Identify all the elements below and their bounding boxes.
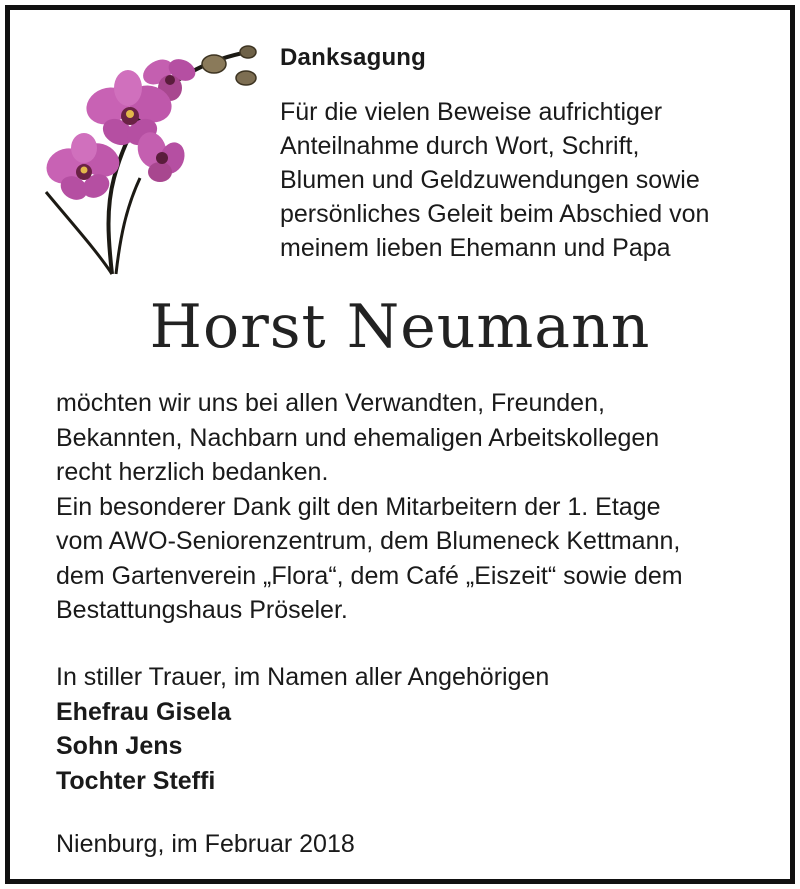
notice-frame <box>5 5 795 884</box>
intro-line: meinem lieben Ehemann und Papa <box>280 234 671 262</box>
mourner-name: Ehefrau Gisela <box>56 697 232 726</box>
intro-line: Für die vielen Beweise aufrichtiger <box>280 98 663 126</box>
body-line: vom AWO-Seniorenzentrum, dem Blumeneck Kettmann, <box>56 527 681 555</box>
orchid-icon <box>36 38 276 278</box>
body-line: recht herzlich bedanken. <box>56 458 329 486</box>
body-line: Ein besonderer Dank gilt den Mitarbeitern der 1. Etage <box>56 492 661 521</box>
deceased-name: Horst Neumann <box>149 292 651 362</box>
body-line: möchten wir uns bei allen Verwandten, Freunden, <box>56 389 605 417</box>
body-line: dem Gartenverein „Flora“, dem Café „Eiszeit“ sowie dem <box>56 561 683 590</box>
body-line: Bestattungshaus Pröseler. <box>56 596 348 624</box>
thanks-body <box>56 386 786 628</box>
closing-block <box>56 660 549 798</box>
intro-line: Anteilnahme durch Wort, Schrift, <box>280 132 640 160</box>
mourner-name: Tochter Steffi <box>56 766 216 795</box>
body-line: Bekannten, Nachbarn und ehemaligen Arbeitskollegen <box>56 423 660 452</box>
place-date: Nienburg, im Februar 2018 <box>56 830 355 858</box>
intro-line: persönliches Geleit beim Abschied von <box>280 200 710 228</box>
mourner-name: Sohn Jens <box>56 732 183 760</box>
notice-heading: Danksagung <box>280 44 427 71</box>
intro-line: Blumen und Geldzuwendungen sowie <box>280 166 700 194</box>
closing-line: In stiller Trauer, im Namen aller Angehörigen <box>56 663 550 691</box>
intro-text <box>280 95 780 265</box>
